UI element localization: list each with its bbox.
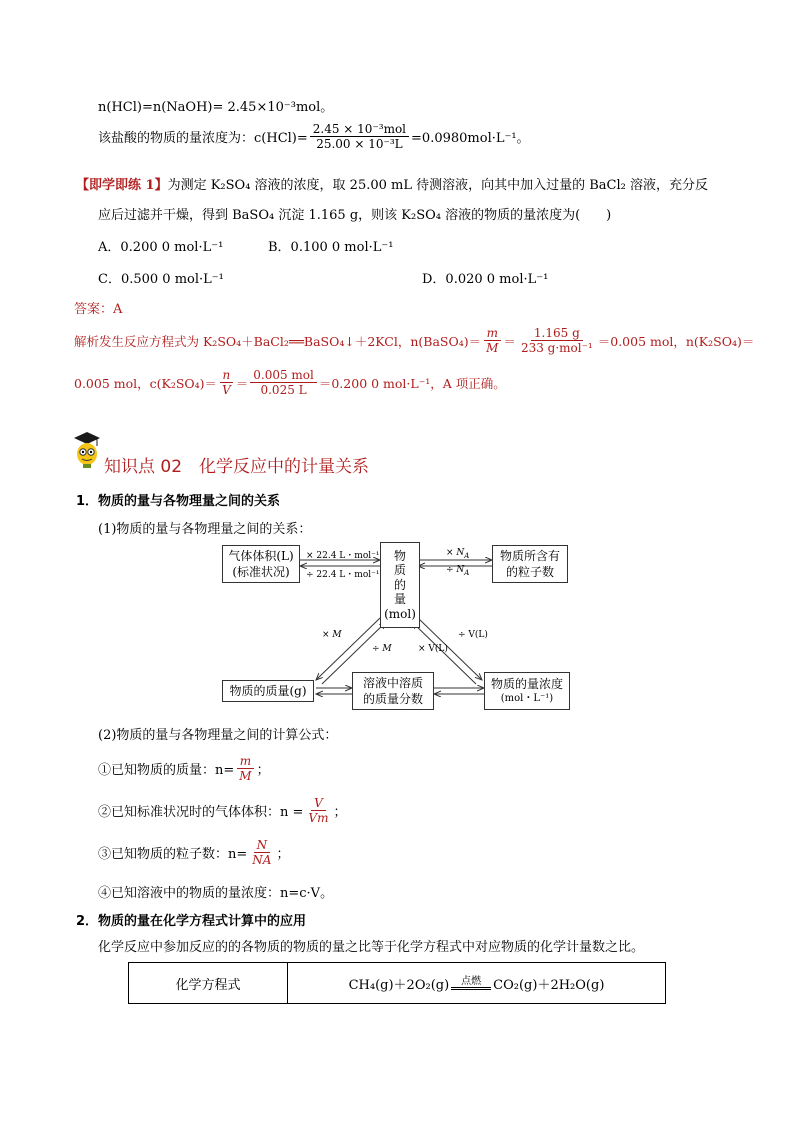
- hcl-conc-result: =0.0980mol·L⁻¹。: [411, 131, 530, 147]
- formula-3: [98, 838, 289, 868]
- label-mul-vm: × 22.4 L・mol⁻¹: [306, 551, 380, 561]
- table-label: 化学方程式: [175, 977, 241, 993]
- formula-2-semicolon: ；: [333, 805, 347, 821]
- analysis1-text-b: ＝0.005 mol，n(K₂SO₄)＝: [597, 333, 755, 349]
- analysis1-text-a: 解析发生反应方程式为 K₂SO₄＋BaCl₂══BaSO₄↓＋2KCl，n(BaSO₄)＝: [74, 333, 482, 349]
- conc-label2: (mol・L⁻¹): [500, 693, 554, 705]
- equation-right: CO₂(g)＋2H₂O(g): [493, 977, 605, 993]
- scholar-mascot-icon: [70, 430, 104, 470]
- formula-3-semicolon: ；: [276, 847, 290, 863]
- amount-char-1: 物: [393, 549, 406, 564]
- formula-4: ④已知溶液中的物质的量浓度：n=c·V。: [98, 886, 334, 901]
- analysis2-eq: ＝: [235, 375, 249, 391]
- label-div-na: [446, 565, 469, 577]
- analysis1-f1-num: m: [484, 326, 501, 341]
- formula-1: [98, 754, 270, 784]
- label-mul-m: × M: [322, 630, 342, 640]
- analysis1-f1-den: M: [486, 341, 499, 356]
- particles-label1: 物质所含有: [499, 548, 560, 563]
- equation-left: CH₄(g)＋2O₂(g): [348, 977, 450, 993]
- label-mul-v: × V(L): [418, 644, 448, 654]
- gas-volume-box: [222, 545, 300, 583]
- exercise-line2: 应后过滤并干燥，得到 BaSO₄ 沉淀 1.165 g，则该 K₂SO₄ 溶液的物质的量浓度为( ): [98, 208, 612, 223]
- formula-2: [98, 796, 346, 826]
- hcl-conc-fraction: [310, 122, 409, 152]
- analysis1-fraction1: [483, 326, 501, 356]
- section-sub1: (1)物质的量与各物理量之间的关系：: [98, 522, 312, 537]
- reaction-line: [451, 987, 491, 990]
- section-h1: 1．物质的量与各物理量之间的关系: [76, 494, 281, 509]
- section-h2: 2．物质的量在化学方程式计算中的应用: [76, 914, 307, 929]
- formula-2-num: V: [311, 796, 326, 811]
- reaction-arrow: [451, 977, 491, 990]
- top-line1: n(HCl)=n(NaOH)= 2.45×10⁻³mol。: [98, 100, 334, 115]
- formula-1-num: m: [237, 754, 254, 769]
- analysis2-text-a: 0.005 mol，c(K₂SO₄)＝: [74, 375, 218, 391]
- formula-3-num: N: [254, 838, 271, 853]
- option-c[interactable]: C．0.500 0 mol·L⁻¹: [98, 272, 224, 287]
- amount-char-3: 的: [393, 577, 406, 592]
- analysis2-f1-num: n: [220, 368, 234, 383]
- conc-label1: 物质的量浓度: [490, 677, 563, 692]
- exercise-text1: 为测定 K₂SO₄ 溶液的浓度，取 25.00 mL 待测溶液，向其中加入过量的 BaCl₂ 溶液，充分反: [167, 178, 708, 193]
- hcl-conc-label: 该盐酸的物质的量浓度为：c(HCl)=: [98, 131, 308, 147]
- table-equation: [288, 963, 665, 1003]
- fraction-label1: 溶液中溶质: [362, 675, 423, 690]
- analysis2-fraction1: [219, 368, 234, 398]
- equation-table: [128, 962, 666, 1004]
- hcl-conc-num: 2.45 × 10⁻³mol: [310, 122, 409, 137]
- amount-box: [380, 542, 420, 628]
- formula-2-fraction: [305, 796, 331, 826]
- fraction-label2: 的质量分数: [362, 692, 423, 706]
- analysis1-f2-den: 233 g·mol⁻¹: [520, 341, 593, 356]
- formula-1-fraction: [236, 754, 254, 784]
- option-d[interactable]: D．0.020 0 mol·L⁻¹: [422, 272, 549, 287]
- mass-box: [222, 680, 314, 702]
- answer: 答案：A: [74, 302, 123, 317]
- analysis2-f2-num: 0.005 mol: [250, 368, 317, 383]
- analysis1-fraction2: [518, 326, 596, 356]
- formula-2-den: Vm: [308, 811, 329, 826]
- mul-na-text: × N: [446, 548, 465, 558]
- section-sub2: (2)物质的量与各物理量之间的计算公式：: [98, 728, 338, 743]
- div-na-sub: A: [464, 568, 470, 577]
- analysis2-f1-den: V: [222, 383, 231, 398]
- analysis1-f2-num: 1.165 g: [531, 326, 583, 341]
- exercise-tag: 【即学即练 1】: [76, 178, 168, 193]
- hcl-conc-den: 25.00 × 10⁻³L: [316, 137, 403, 152]
- formula-2-label: ②已知标准状况时的气体体积：n =: [98, 805, 304, 821]
- analysis-line2: [74, 368, 506, 398]
- amount-char-4: 量: [393, 592, 406, 607]
- mul-na-sub: A: [464, 551, 470, 560]
- analysis2-fraction2: [250, 368, 317, 398]
- label-mul-na: [446, 548, 469, 560]
- gas-volume-label: 气体体积(L): [228, 548, 294, 563]
- analysis1-eq: ＝: [503, 333, 516, 349]
- mass-label: 物质的质量(g): [229, 683, 307, 698]
- formula-1-semicolon: ；: [256, 763, 270, 779]
- option-b[interactable]: B．0.100 0 mol·L⁻¹: [268, 240, 394, 255]
- label-div-vm: ÷ 22.4 L・mol⁻¹: [306, 570, 380, 580]
- div-na-text: ÷ N: [446, 565, 465, 575]
- particles-box: [492, 545, 568, 583]
- relation-diagram: [220, 542, 580, 714]
- analysis-line1: [74, 326, 754, 356]
- formula-1-label: ①已知物质的质量：n=: [98, 763, 235, 779]
- section-title: 知识点 02 化学反应中的计量关系: [104, 457, 370, 477]
- formula-3-label: ③已知物质的粒子数：n=: [98, 847, 248, 863]
- formula-3-fraction: [249, 838, 274, 868]
- mass-fraction-box: [352, 672, 434, 710]
- amount-unit: (mol): [384, 606, 416, 621]
- analysis2-text-b: ＝0.200 0 mol·L⁻¹，A 项正确。: [318, 375, 506, 391]
- section-para: 化学反应中参加反应的的各物质的物质的量之比等于化学方程式中对应物质的化学计量数之比。: [98, 940, 645, 955]
- formula-3-den: NA: [252, 853, 272, 868]
- formula-1-den: M: [239, 769, 252, 784]
- label-div-m: ÷ M: [372, 644, 392, 654]
- concentration-box: [484, 672, 570, 710]
- option-a[interactable]: A．0.200 0 mol·L⁻¹: [98, 240, 224, 255]
- exercise-line1: [76, 174, 708, 193]
- reaction-condition: 点燃: [461, 975, 482, 987]
- top-line2: [98, 122, 530, 152]
- particles-label2: 的粒子数: [505, 565, 554, 579]
- label-div-v: ÷ V(L): [458, 630, 488, 640]
- amount-char-2: 质: [393, 563, 406, 578]
- analysis2-f2-den: 0.025 L: [260, 383, 307, 398]
- gas-volume-sub: (标准状况): [232, 565, 290, 579]
